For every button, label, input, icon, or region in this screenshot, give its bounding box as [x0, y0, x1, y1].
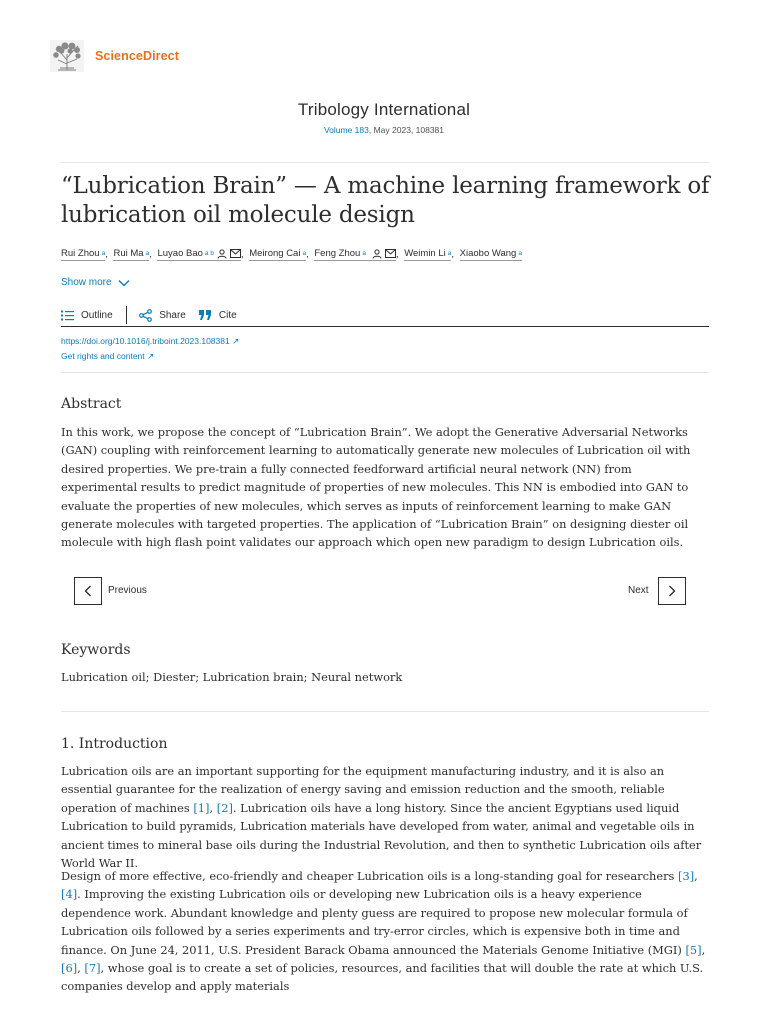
reference-link[interactable]: [4]: [61, 887, 78, 902]
person-icon: [217, 249, 227, 259]
external-link-icon: ↗: [147, 351, 155, 361]
list-icon: [61, 310, 74, 321]
divider: [61, 711, 709, 712]
author-link[interactable]: [157, 248, 240, 261]
reference-link[interactable]: [2]: [216, 800, 233, 815]
chevron-down-icon: [118, 279, 130, 287]
doi-link[interactable]: [61, 336, 239, 347]
external-link-icon: ↗: [232, 336, 240, 346]
author-link[interactable]: [314, 248, 396, 261]
show-more-button[interactable]: [61, 277, 130, 288]
article-title: “Lubrication Brain” — A machine learning framework of lubrication oil molecule design: [61, 173, 710, 228]
author-name: Feng Zhou: [314, 248, 361, 259]
introduction-paragraph: Design of more effective, eco-friendly and cheaper Lubrication oils is a long-standing goal for researchers [3], [4]. Improving the existing Lubrication oils or developing new Lubrication oils is a heavy experience dependence work. Abundant knowledge and plenty guess are required to propose new molecular formula of Lubrication oils followed by a series experiments and try-error circles, which is expensive both in time and finance. On June 24, 2011, U.S. President Barack Obama announced the Materials Genome Initiative (MGI) [5], [6], [7], whose goal is to create a set of policies, resources, and facilities that will double the rate at which U.S. companies develop and apply materials: [61, 869, 706, 994]
affiliation-marker: a: [362, 250, 366, 257]
affiliation-marker: a: [518, 250, 522, 257]
author-name: Rui Ma: [113, 248, 144, 259]
keywords-list: Lubrication oil; Diester; Lubrication brain; Neural network: [61, 670, 403, 684]
author-link[interactable]: [460, 248, 522, 261]
affiliation-marker: a b: [204, 250, 214, 257]
issue-details: , May 2023, 108381: [368, 125, 445, 135]
toolbar-divider: [126, 306, 128, 324]
author-name: Luyao Bao: [157, 248, 203, 259]
introduction-heading: 1. Introduction: [61, 736, 168, 752]
show-more-label: Show more: [61, 277, 112, 288]
chevron-right-icon: [668, 585, 676, 597]
author-link[interactable]: [113, 248, 149, 261]
abstract-text: In this work, we propose the concept of “Lubrication Brain”. We adopt the Generative Adversarial Networks (GAN) coupling with reinforcement learning to automatically generate new molecules of Lubrication oil with desired properties. We pre-train a fully connected feedforward artificial neural network (NN) from experimental results to predict magnitude of properties of new molecules. This NN is embodied into GAN to evaluate the properties of new molecules, which serves as inputs of reinforcement learning to make GAN generate molecules with targeted properties. The application of “Lubrication Brain” on designing diester oil molecule with high flash point validates our approach which open new paradigm to design Lubrication oils.: [61, 425, 691, 550]
chevron-left-icon: [84, 585, 92, 597]
divider: [61, 372, 709, 373]
author-name: Meirong Cai: [249, 248, 301, 259]
reference-link[interactable]: [7]: [84, 961, 101, 976]
volume-link[interactable]: Volume 183: [323, 125, 369, 135]
article-toolbar: [61, 304, 709, 327]
next-label[interactable]: Next: [628, 585, 649, 596]
author-name: Rui Zhou: [61, 248, 100, 259]
cite-button[interactable]: [199, 310, 237, 321]
previous-label[interactable]: Previous: [108, 585, 147, 596]
rights-link[interactable]: [61, 351, 154, 362]
author-link[interactable]: [61, 248, 105, 261]
author-list: Rui Zhou a , Rui Ma a , Luyao Bao a b , Meirong Cai a , Feng Zhou a , Weimin Li a , Xiaobo Wang a: [61, 248, 522, 260]
reference-link[interactable]: [6]: [61, 961, 78, 976]
next-button[interactable]: [658, 577, 686, 605]
divider: [61, 162, 709, 163]
person-icon: [372, 249, 382, 259]
abstract-heading: Abstract: [61, 396, 122, 412]
reference-link[interactable]: [3]: [678, 869, 695, 883]
keywords-heading: Keywords: [61, 642, 131, 658]
affiliation-marker: a: [145, 250, 150, 257]
doi-text: https://doi.org/10.1016/j.triboint.2023.108381: [61, 336, 230, 346]
elsevier-tree-logo[interactable]: [50, 40, 84, 72]
previous-button[interactable]: [74, 577, 102, 605]
author-name: Xiaobo Wang: [459, 248, 517, 259]
cite-label: Cite: [218, 309, 237, 321]
affiliation-marker: a: [101, 250, 106, 257]
email-icon: [230, 249, 241, 258]
share-label: Share: [159, 309, 186, 321]
introduction-paragraph: Lubrication oils are an important supporting for the equipment manufacturing industry, and it is also an essential guarantee for the realization of energy saving and emission reduction and the smooth, reliable operation of machines [1], [2]. Lubrication oils have a long history. Since the ancient Egyptians used liquid Lubrication to build pyramids, Lubrication materials have developed from water, animal and vegetable oils in ancient times to mineral base oils during the Industrial Revolution, and then to synthetic Lubrication oils after World War II.: [61, 764, 702, 871]
email-icon: [385, 249, 396, 258]
outline-button[interactable]: [61, 310, 113, 321]
rights-text: Get rights and content: [61, 351, 145, 361]
affiliation-marker: a: [447, 250, 452, 257]
sciencedirect-brand[interactable]: ScienceDirect: [95, 49, 179, 63]
reference-link[interactable]: [1]: [193, 800, 210, 815]
share-icon: [139, 309, 152, 322]
journal-issue-info: [0, 125, 768, 135]
reference-link[interactable]: [5]: [685, 942, 702, 957]
author-link[interactable]: [249, 248, 306, 261]
author-link[interactable]: [404, 248, 451, 261]
outline-label: Outline: [81, 309, 113, 321]
share-button[interactable]: [139, 309, 186, 322]
journal-title[interactable]: Tribology International: [297, 100, 471, 119]
affiliation-marker: a: [302, 250, 307, 257]
site-header: [50, 40, 179, 72]
author-name: Weimin Li: [404, 248, 446, 259]
quote-icon: [199, 310, 212, 320]
